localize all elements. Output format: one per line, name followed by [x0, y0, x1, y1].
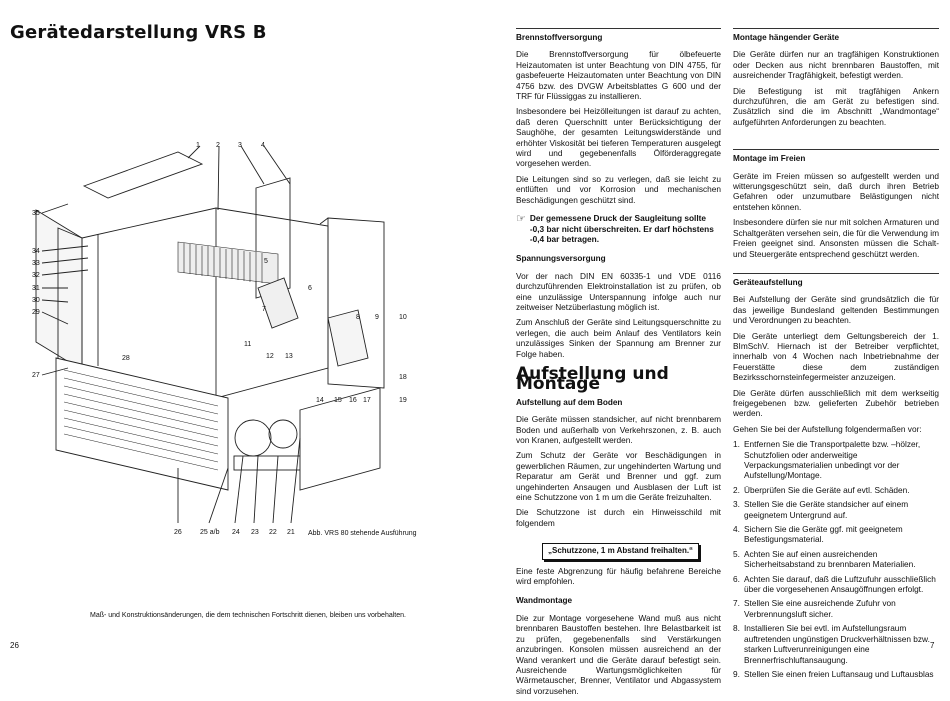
list-item: 1. Entfernen Sie die Transportpalette bzw. –hölzer, Schutzfolien oder anderweitige Verpackungsmaterialien unbedingt vor der Aufstellung/Montage. — [733, 439, 921, 481]
callout-3: 3 — [238, 142, 242, 149]
figure-caption: Abb. VRS 80 stehende Ausführung — [308, 530, 417, 537]
callout-29: 29 — [32, 309, 40, 316]
callout-8: 8 — [356, 314, 360, 321]
callout-23: 23 — [251, 529, 259, 536]
paragraph: Die Geräte müssen standsicher, auf nicht brennbarem Boden und außerhalb von Verkehrszonen, z. B. auch von Kranen, aufgestellt werden. — [516, 414, 721, 445]
paragraph: Eine feste Abgrenzung für häufig befahrene Bereiche wird empfohlen. — [516, 565, 721, 587]
column-middle — [516, 28, 721, 701]
callout-14: 14 — [316, 397, 324, 404]
callout-33: 33 — [32, 260, 40, 267]
heading-boden: Aufstellung auf dem Boden — [516, 397, 623, 407]
callout-19: 19 — [399, 397, 407, 404]
callout-16: 16 — [349, 397, 357, 404]
paragraph: Insbesondere bei Heizölleitungen ist darauf zu achten, daß deren Querschnitt unter Berücksichtigung der Saughöhe, der gesamten Leitungswiderstände und erhöhter Viskosität bei tieferen Temperaturen ausgelegt wird und gegebenenfalls Ölförderaggregate vorgesehen werden. — [516, 106, 721, 169]
paragraph: Zum Schutz der Geräte vor Beschädigungen in gewerblichen Räumen, zur ungehinderten Wartung und Reparatur am Gerät und Brenner und ggf. zum ungehinderten Ansaugen und Ausblasen der Luft ist eine Schutzzone von 1 m um die Geräte freizuhalten. — [516, 450, 721, 503]
callout-31: 31 — [32, 285, 40, 292]
callout-21: 21 — [287, 529, 295, 536]
callout-12: 12 — [266, 353, 274, 360]
callout-26: 26 — [174, 529, 182, 536]
heading-haengend: Montage hängender Geräte — [733, 33, 840, 42]
paragraph: Die Leitungen sind so zu verlegen, daß sie leicht zu entlüften und vor Korrosion und mechanischen Beschädigungen geschützt sind. — [516, 173, 721, 205]
list-item: 9. Stellen Sie einen freien Luftansaug und Luftausblas — [733, 668, 934, 679]
callout-32: 32 — [32, 272, 40, 279]
callout-25ab: 25 a/b — [200, 529, 220, 536]
list-item: 8. Installieren Sie bei evtl. im Aufstellungsraum auftretenden ungünstigen Druckverhältnissen bzw. starken Luftverunreinigungen eine Brennerfrischluftansaugung. — [733, 623, 930, 665]
steps-list — [733, 439, 939, 679]
callout-22: 22 — [269, 529, 277, 536]
page-number-left: 26 — [10, 641, 19, 650]
callout-9: 9 — [375, 314, 379, 321]
paragraph: Die Befestigung ist mit tragfähigen Ankern durchzuführen, die am Gerät zu befestigen sind. Zusätzlich sind die im Abschnitt „Wandmontage“ aufgeführten Anforderungen zu beachten. — [733, 85, 939, 127]
callout-24: 24 — [232, 529, 240, 536]
heading-freien: Montage im Freien — [733, 154, 806, 164]
list-item: 4. Sichern Sie die Geräte ggf. mit geeignetem Befestigungsmaterial. — [733, 524, 903, 545]
callout-18: 18 — [399, 374, 407, 381]
heading-brennstoffversorgung: Brennstoffversorgung — [516, 33, 603, 42]
paragraph: Die zur Montage vorgesehene Wand muß aus nicht brennbaren Baustoffen bestehen. Ihre Belastbarkeit ist zu prüfen, gegebenenfalls sind Verstärkungen anzubringen. Konsolen müssen ausreichend an der Wand verankert und die Geräte darauf befestigt sein. Ausreichende Wartungsmöglichkeiten für Wärmetauscher, Brenner, Ventilator und Abgassystem sind vorzusehen. — [516, 612, 721, 696]
callout-4: 4 — [261, 142, 265, 149]
callout-13: 13 — [285, 353, 293, 360]
sign-text-box: „Schutzzone, 1 m Abstand freihalten.“ — [542, 543, 699, 559]
callout-7: 7 — [262, 306, 266, 313]
footnote: Maß- und Konstruktionsänderungen, die dem technischen Fortschritt dienen, bleiben uns vorbehalten. — [90, 612, 406, 619]
callout-10: 10 — [399, 314, 407, 321]
callout-30: 30 — [32, 297, 40, 304]
device-exploded-drawing — [28, 138, 418, 538]
callout-27: 27 — [32, 372, 40, 379]
paragraph: Gehen Sie bei der Aufstellung folgendermaßen vor: — [733, 423, 922, 434]
callout-35: 35 — [32, 210, 40, 217]
paragraph: Die Brennstoffversorgung für ölbefeuerte Heizautomaten ist unter Beachtung von DIN 4755, für gasbefeuerte Heizautomaten unter Beachtung von DIN 4756 bzw. des DVGW Arbeitsblattes G 600 und der TRF für Flüssiggas zu installieren. — [516, 49, 721, 102]
page-title: Gerätedarstellung VRS B — [10, 22, 267, 43]
page-number-right: 7 — [930, 641, 935, 650]
warning-note — [516, 213, 721, 244]
callout-2: 2 — [216, 142, 220, 149]
heading-geraeteaufstellung: Geräteaufstellung — [733, 277, 803, 287]
callout-11: 11 — [244, 341, 252, 348]
paragraph: Geräte im Freien müssen so aufgestellt werden und witterungsgeschützt sein, daß durch ihren Betrieb Gefahren oder unzumutbare Belästigungen nicht entstehen können. — [733, 170, 939, 212]
pointing-hand-icon: ☞ — [516, 213, 526, 226]
callout-1: 1 — [196, 142, 200, 149]
list-item: 3. Stellen Sie die Geräte standsicher auf einem geeignetem Untergrund auf. — [733, 499, 909, 520]
list-item: 2. Überprüfen Sie die Geräte auf evtl. Schäden. — [733, 484, 910, 495]
section-heading: Aufstellung und Montage — [516, 363, 669, 395]
paragraph: Zum Anschluß der Geräte sind Leitungsquerschnitte zu verlegen, die auch beim Anlauf des Ventilators kein unzulässiges Sinken der Spannung am Brenner zur Folge haben. — [516, 317, 721, 359]
paragraph: Insbesondere dürfen sie nur mit solchen Armaturen und Schaltgeräten versehen sein, die für die Verwendung im Freien geeignet sind. Ansonsten müssen die Schalt- und Steuergeräte entsprechend geschützt werden. — [733, 217, 939, 259]
list-item: 6. Achten Sie darauf, daß die Luftzufuhr ausschließlich über die vorgesehenen Ansaugöffnungen erfolgt. — [733, 573, 936, 595]
paragraph: Bei Aufstellung der Geräte sind grundsätzlich die für das jeweilige Bundesland geltenden Bestimmungen und Verordnungen zu beachten. — [733, 294, 939, 326]
callout-15: 15 — [334, 397, 342, 404]
warning-text: Der gemessene Druck der Saugleitung sollte -0,3 bar nicht überschreiten. Er darf höchstens -0,4 bar betragen. — [529, 213, 714, 244]
callout-34: 34 — [32, 248, 40, 255]
callout-28: 28 — [122, 355, 130, 362]
column-right — [733, 28, 939, 683]
paragraph: Vor der nach DIN EN 60335-1 und VDE 0116 durchzuführenden Elektroinstallation ist zu prüfen, ob eine unzulässige Unterspannung infolge auch nur zeitweiser Netzüberlastung möglich ist. — [516, 270, 721, 312]
callout-6: 6 — [308, 285, 312, 292]
list-item: 5. Achten Sie auf einen ausreichenden Sicherheitsabstand zu brennbaren Materialien. — [733, 548, 916, 570]
callout-5: 5 — [264, 258, 268, 265]
heading-wandmontage: Wandmontage — [516, 596, 573, 606]
paragraph: Die Schutzzone ist durch ein Hinweisschild mit folgendem — [516, 507, 721, 528]
callout-17: 17 — [363, 397, 371, 404]
heading-spannungsversorgung: Spannungsversorgung — [516, 254, 606, 264]
list-item: 7. Stellen Sie eine ausreichende Zufuhr von Verbrennungsluft sicher. — [733, 598, 896, 619]
paragraph: Die Geräte unterliegt dem Geltungsbereich der 1. BImSchV. Hiernach ist der Betreiber verpflichtet, innerhalb von 4 Wochen nach Inbetriebnahme der Feuerstätte diese dem zuständigen Bezirksschornsteinfegermeister anzuzeigen. — [733, 330, 939, 383]
paragraph: Die Geräte dürfen ausschließlich mit dem werkseitig freigegebenen bzw. gelieferten Zubehör betrieben werden. — [733, 387, 939, 419]
paragraph: Die Geräte dürfen nur an tragfähigen Konstruktionen oder Decken aus nicht brennbaren Baustoffen, mit ausreichender Tragfähigkeit, befestigt werden. — [733, 49, 939, 81]
